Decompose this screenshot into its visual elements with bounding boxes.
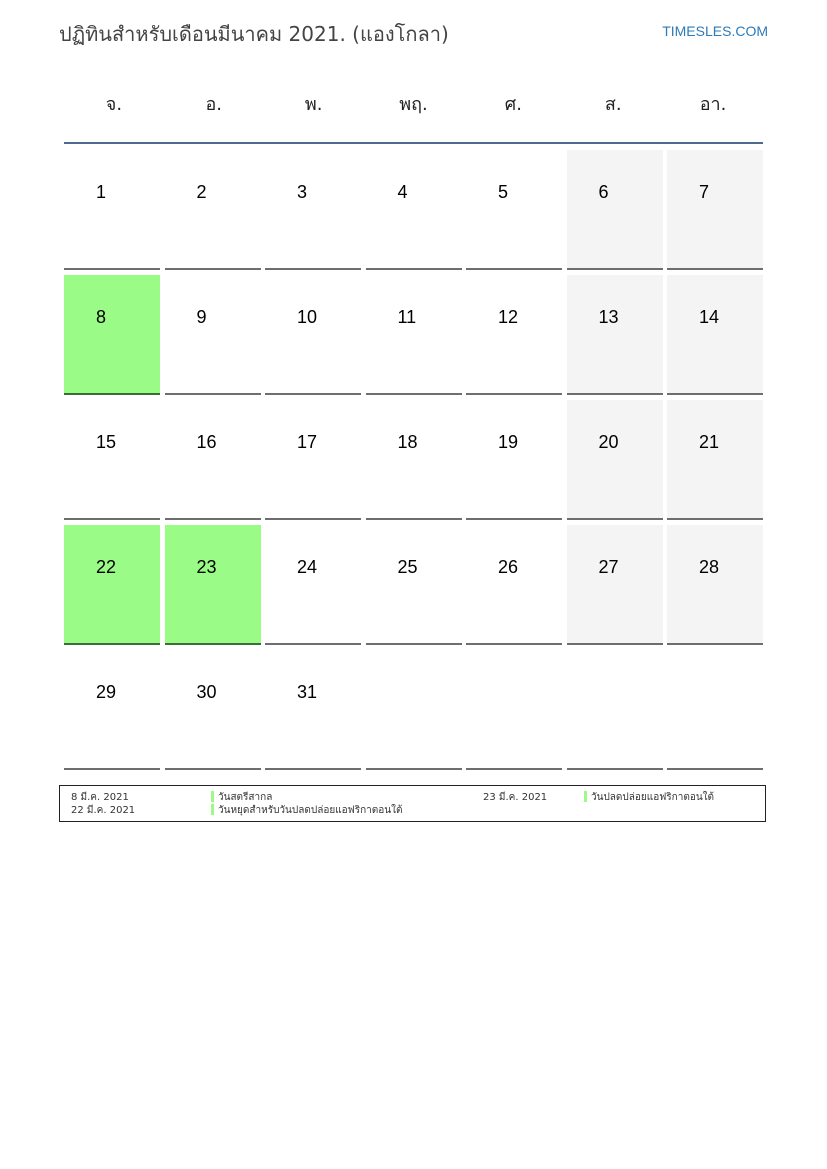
day-number: 12: [498, 307, 519, 327]
day-cell[interactable]: [265, 275, 361, 395]
brand-link[interactable]: TIMESLES.COM: [662, 23, 768, 39]
day-number: 17: [297, 432, 318, 452]
day-number: 10: [297, 307, 318, 327]
day-cell[interactable]: [667, 150, 763, 270]
day-cell[interactable]: [567, 275, 663, 395]
weekday-label: ศ.: [504, 94, 522, 115]
day-cell[interactable]: [466, 150, 562, 270]
day-cell[interactable]: [567, 525, 663, 645]
day-cell[interactable]: [366, 150, 462, 270]
day-number: 21: [699, 432, 720, 452]
day-number: 9: [196, 307, 207, 327]
day-cell[interactable]: [366, 275, 462, 395]
empty-day-cell: [567, 650, 663, 770]
weekday-label: พ.: [304, 94, 323, 115]
day-number: 29: [96, 682, 117, 702]
day-cell[interactable]: [466, 275, 562, 395]
day-cell[interactable]: [265, 150, 361, 270]
day-number: 28: [699, 557, 720, 577]
day-number: 5: [498, 182, 509, 202]
holiday-color-marker: [211, 804, 214, 815]
day-cell[interactable]: [165, 150, 261, 270]
day-cell[interactable]: [265, 400, 361, 520]
day-number: 31: [297, 682, 318, 702]
legend-item: [211, 791, 272, 804]
legend-item: [584, 791, 714, 804]
day-number: 7: [699, 182, 710, 202]
day-cell[interactable]: [466, 400, 562, 520]
day-number: 8: [96, 307, 107, 327]
day-cell[interactable]: [265, 525, 361, 645]
day-number: 19: [498, 432, 519, 452]
day-cell[interactable]: [265, 650, 361, 770]
weekday-label: พฤ.: [399, 94, 428, 115]
holiday-color-marker: [211, 791, 214, 802]
day-number: 18: [397, 432, 418, 452]
day-cell[interactable]: [64, 525, 160, 645]
day-number: 4: [397, 182, 408, 202]
day-cell[interactable]: [667, 400, 763, 520]
day-number: 30: [196, 682, 217, 702]
legend-date: 22 มี.ค. 2021: [71, 805, 136, 816]
legend-date: 8 มี.ค. 2021: [71, 792, 129, 803]
holiday-color-marker: [584, 791, 587, 802]
weekday-label: อ.: [205, 94, 223, 115]
day-cell[interactable]: [366, 400, 462, 520]
page-title: ปฏิทินสำหรับเดือนมีนาคม 2021. (แองโกลา): [59, 22, 449, 46]
day-number: 26: [498, 557, 519, 577]
day-number: 24: [297, 557, 318, 577]
day-number: 15: [96, 432, 117, 452]
day-cell[interactable]: [567, 150, 663, 270]
day-cell[interactable]: [466, 525, 562, 645]
day-number: 6: [598, 182, 609, 202]
legend-name: วันหยุดสำหรับวันปลดปล่อยแอฟริกาตอนใต้: [218, 805, 403, 816]
day-number: 22: [96, 557, 117, 577]
day-cell[interactable]: [64, 275, 160, 395]
legend-name: วันสตรีสากล: [218, 792, 273, 803]
day-cell[interactable]: [667, 275, 763, 395]
day-number: 2: [196, 182, 207, 202]
legend-date: 23 มี.ค. 2021: [483, 792, 548, 803]
day-number: 16: [196, 432, 217, 452]
legend-item: [211, 804, 402, 817]
weekday-label: ส.: [604, 94, 622, 115]
day-cell[interactable]: [64, 400, 160, 520]
empty-day-cell: [466, 650, 562, 770]
empty-day-cell: [366, 650, 462, 770]
day-cell[interactable]: [165, 525, 261, 645]
day-cell[interactable]: [64, 150, 160, 270]
weekday-label: อา.: [699, 94, 727, 115]
day-cell[interactable]: [165, 400, 261, 520]
calendar-grid: [64, 150, 763, 770]
day-cell[interactable]: [366, 525, 462, 645]
day-number: 25: [397, 557, 418, 577]
holiday-legend: [59, 785, 766, 822]
day-number: 11: [397, 307, 417, 327]
day-cell[interactable]: [667, 525, 763, 645]
empty-day-cell: [667, 650, 763, 770]
weekday-label: จ.: [105, 94, 123, 115]
day-number: 1: [96, 182, 107, 202]
weekday-header: [64, 80, 763, 144]
day-number: 23: [196, 557, 217, 577]
legend-name: วันปลดปล่อยแอฟริกาตอนใต้: [591, 792, 715, 803]
day-number: 13: [598, 307, 619, 327]
day-cell[interactable]: [165, 650, 261, 770]
day-cell[interactable]: [165, 275, 261, 395]
day-number: 27: [598, 557, 619, 577]
day-number: 3: [297, 182, 308, 202]
day-cell[interactable]: [64, 650, 160, 770]
day-cell[interactable]: [567, 400, 663, 520]
day-number: 14: [699, 307, 720, 327]
day-number: 20: [598, 432, 619, 452]
